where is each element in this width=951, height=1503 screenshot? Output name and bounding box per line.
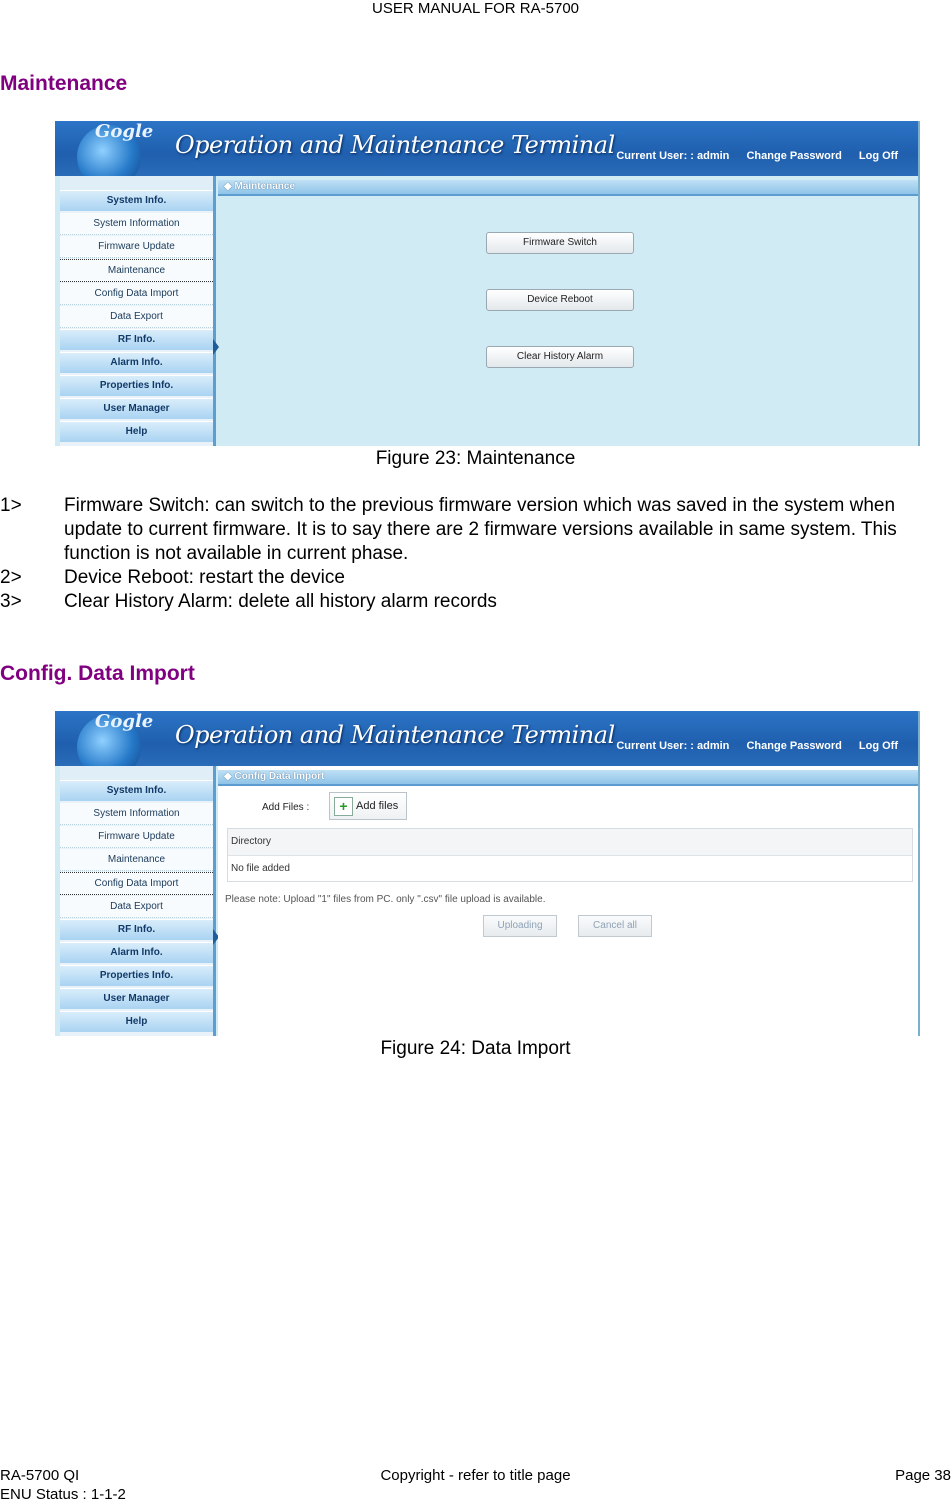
- add-file-icon: +: [334, 797, 353, 816]
- sidebar-head-user-manager[interactable]: User Manager: [60, 988, 213, 1009]
- sidebar-head-help[interactable]: Help: [60, 421, 213, 442]
- footer-copyright: Copyright - refer to title page: [380, 1467, 571, 1484]
- maintenance-screenshot: [55, 121, 920, 446]
- change-password-link[interactable]: Change Password: [746, 740, 842, 752]
- app-title: Operation and Maintenance Terminal: [175, 131, 615, 159]
- change-password-link[interactable]: Change Password: [746, 150, 842, 162]
- sidebar-item-firmware-update[interactable]: Firmware Update: [60, 236, 213, 258]
- sidebar-head-alarm-info[interactable]: Alarm Info.: [60, 942, 213, 963]
- directory-header: Directory: [228, 829, 912, 856]
- user-bar: [616, 150, 898, 162]
- sidebar-head-rf-info[interactable]: RF Info.: [60, 329, 213, 350]
- log-off-link[interactable]: Log Off: [858, 740, 898, 752]
- device-reboot-button[interactable]: Device Reboot: [486, 289, 634, 311]
- clear-history-alarm-button[interactable]: Clear History Alarm: [486, 346, 634, 368]
- breadcrumb: ◆ Maintenance: [218, 180, 918, 194]
- list-number: 3>: [0, 591, 22, 612]
- sidebar-head-system-info[interactable]: System Info.: [60, 190, 213, 211]
- sidebar-item-data-export[interactable]: Data Export: [60, 896, 213, 918]
- list-number: 1>: [0, 495, 22, 516]
- firmware-switch-button[interactable]: Firmware Switch: [486, 232, 634, 254]
- sidebar-item-maintenance[interactable]: Maintenance: [60, 849, 213, 871]
- logo-text: Gogle: [95, 121, 154, 142]
- sidebar-item-maintenance[interactable]: Maintenance: [60, 259, 213, 282]
- sidebar-head-system-info[interactable]: System Info.: [60, 780, 213, 801]
- app-title: Operation and Maintenance Terminal: [175, 721, 615, 749]
- app-banner: [55, 711, 918, 766]
- breadcrumb: ◆ Config Data Import: [218, 770, 918, 784]
- document-header: USER MANUAL FOR RA-5700: [372, 0, 579, 17]
- sidebar-head-properties-info[interactable]: Properties Info.: [60, 375, 213, 396]
- sidebar-item-data-export[interactable]: Data Export: [60, 306, 213, 328]
- user-bar: [616, 740, 898, 752]
- directory-table: [227, 828, 913, 882]
- logo-text: Gogle: [95, 711, 154, 732]
- sidebar: [60, 176, 216, 446]
- sidebar-item-firmware-update[interactable]: Firmware Update: [60, 826, 213, 848]
- list-number: 2>: [0, 567, 22, 588]
- list-text: Device Reboot: restart the device: [64, 567, 345, 588]
- current-user: Current User: : admin: [616, 740, 730, 752]
- uploading-button[interactable]: Uploading: [483, 915, 557, 937]
- list-item: [0, 494, 951, 566]
- section-title-config-import: Config. Data Import: [0, 662, 195, 685]
- breadcrumb-divider: [218, 194, 918, 196]
- add-files-label: Add Files :: [262, 802, 310, 813]
- current-user: Current User: : admin: [616, 150, 730, 162]
- list-item: [0, 590, 951, 614]
- footer-page-number: Page 38: [895, 1467, 951, 1484]
- add-files-button[interactable]: [329, 792, 407, 820]
- log-off-link[interactable]: Log Off: [858, 150, 898, 162]
- feature-list: [0, 494, 951, 614]
- list-item: [0, 566, 951, 590]
- sidebar-item-config-data-import[interactable]: Config Data Import: [60, 872, 213, 895]
- footer-model: RA-5700 QI: [0, 1467, 80, 1484]
- list-text: Firmware Switch: can switch to the previous firmware version which was saved in the system when update to current firmware. It is to say there are 2 firmware versions available in same system. This function is not available in current phase.: [64, 495, 897, 564]
- main-content: [218, 766, 918, 1036]
- figure-23-caption: Figure 23: Maintenance: [375, 448, 576, 469]
- sidebar-head-alarm-info[interactable]: Alarm Info.: [60, 352, 213, 373]
- section-title-maintenance: Maintenance: [0, 72, 128, 95]
- sidebar-spacer: [60, 176, 213, 190]
- directory-empty-row: No file added: [228, 856, 912, 881]
- sidebar-item-system-information[interactable]: System Information: [60, 803, 213, 825]
- figure-24-caption: Figure 24: Data Import: [380, 1038, 571, 1059]
- list-text: Clear History Alarm: delete all history alarm records: [64, 591, 497, 612]
- sidebar-head-properties-info[interactable]: Properties Info.: [60, 965, 213, 986]
- sidebar-head-rf-info[interactable]: RF Info.: [60, 919, 213, 940]
- sidebar-head-user-manager[interactable]: User Manager: [60, 398, 213, 419]
- sidebar-item-system-information[interactable]: System Information: [60, 213, 213, 235]
- main-content: [218, 176, 918, 446]
- upload-note: Please note: Upload "1" files from PC. only ".csv" file upload is available.: [225, 894, 546, 905]
- sidebar: [60, 766, 216, 1036]
- breadcrumb-divider: [218, 784, 918, 786]
- app-banner: [55, 121, 918, 176]
- sidebar-item-config-data-import[interactable]: Config Data Import: [60, 283, 213, 305]
- config-import-screenshot: [55, 711, 920, 1036]
- sidebar-head-help[interactable]: Help: [60, 1011, 213, 1032]
- add-files-button-label: Add files: [356, 800, 399, 812]
- footer-status: ENU Status : 1-1-2: [0, 1486, 126, 1503]
- cancel-all-button[interactable]: Cancel all: [578, 915, 652, 937]
- sidebar-spacer: [60, 766, 213, 780]
